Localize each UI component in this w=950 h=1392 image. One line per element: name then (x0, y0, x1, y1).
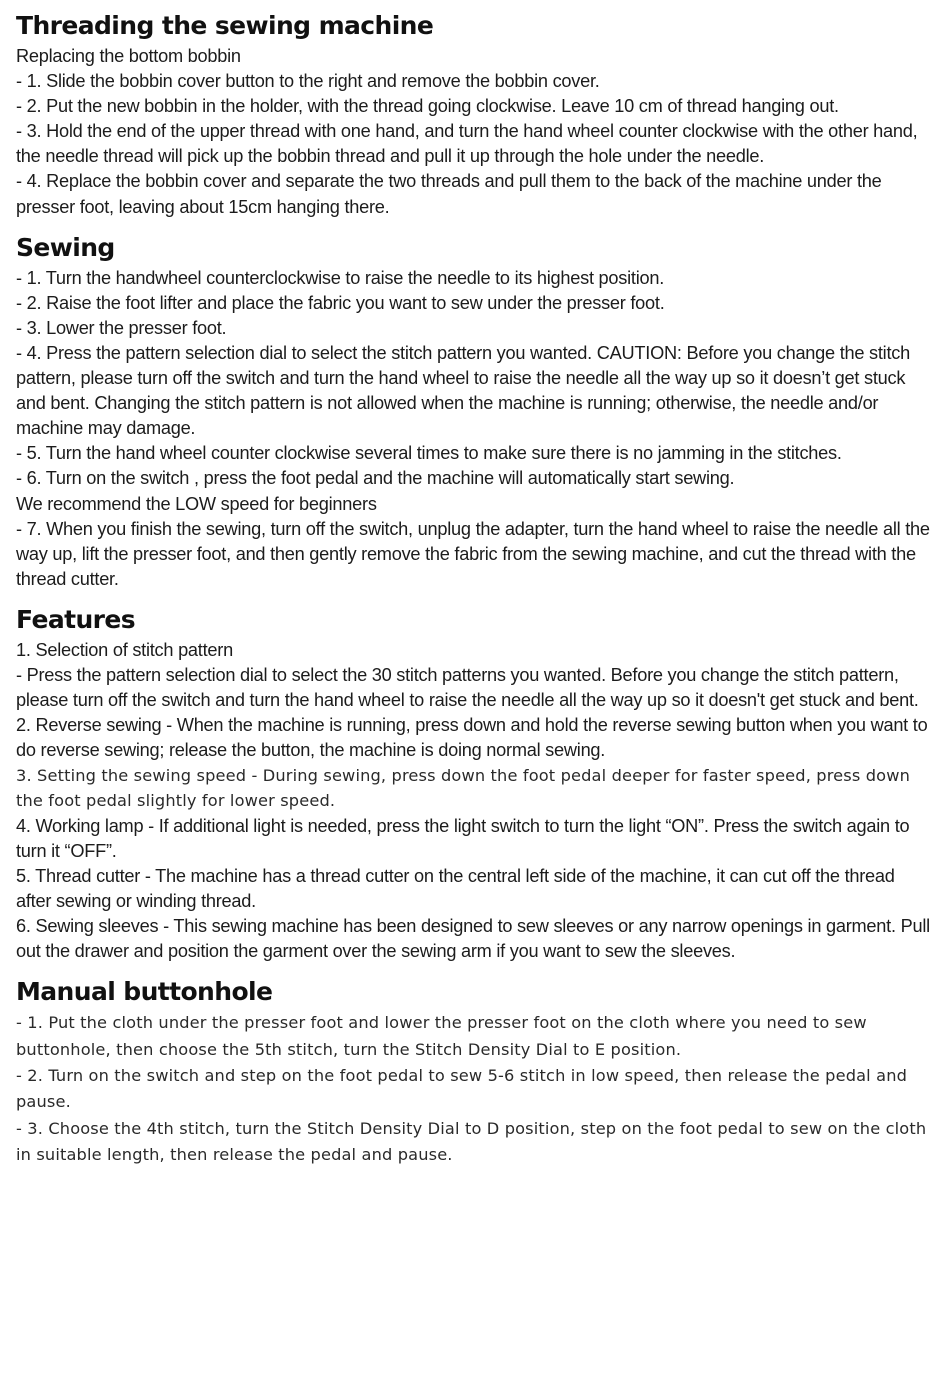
section-title-features: Features (16, 604, 136, 634)
threading-step-3: - 3. Hold the end of the upper thread with one hand, and turn the hand wheel counter clockwise with the other hand, the needle thread will pick up the bobbin thread and pull it up through the hole under the needle. (16, 121, 918, 167)
feature-stitch-pattern-heading: 1. Selection of stitch pattern (16, 639, 233, 660)
section-features (16, 602, 932, 964)
section-sewing (16, 230, 932, 592)
sewing-step-5: - 5. Turn the hand wheel counter clockwise several times to make sure there is no jamming in the stitches. (16, 443, 842, 464)
sewing-step-4: - 4. Press the pattern selection dial to select the stitch pattern you wanted. CAUTION: Before you change the stitch pattern, please turn off the switch and turn the hand wheel to raise the needle all the way up so it doesn’t get stuck and bent. Changing the stitch pattern is not allowed when the machine is running; otherwise, the needle and/or machine may damage. (16, 342, 910, 439)
section-title-buttonhole: Manual buttonhole (16, 977, 273, 1007)
feature-working-lamp: 4. Working lamp - If additional light is needed, press the light switch to turn the light “ON”. Press the switch again to turn it “OFF”. (16, 815, 910, 861)
document-page (16, 8, 932, 1169)
threading-step-2: - 2. Put the new bobbin in the holder, with the thread going clockwise. Leave 10 cm of thread hanging out. (16, 96, 839, 117)
feature-stitch-pattern-text: - Press the pattern selection dial to select the 30 stitch patterns you wanted. Before you change the stitch pattern, please turn off the switch and turn the hand wheel to raise the needle all the way up so it doesn't get stuck and bent. (16, 664, 919, 711)
buttonhole-step-3: - 3. Choose the 4th stitch, turn the Stitch Density Dial to D position, step on the foot pedal to sew on the cloth in suitable length, then release the pedal and pause. (16, 1118, 927, 1165)
feature-thread-cutter: 5. Thread cutter - The machine has a thread cutter on the central left side of the machine, it can cut off the thread after sewing or winding thread. (16, 865, 895, 911)
feature-reverse-sewing: 2. Reverse sewing - When the machine is running, press down and hold the reverse sewing button when you want to do reverse sewing; release the button, the machine is doing normal sewing. (16, 715, 928, 761)
feature-sewing-sleeves: 6. Sewing sleeves - This sewing machine has been designed to sew sleeves or any narrow openings in garment. Pull out the drawer and position the garment over the sewing arm if you want to sew the sleeves. (16, 915, 930, 961)
section-title-threading: Threading the sewing machine (16, 11, 434, 40)
threading-step-1: - 1. Slide the bobbin cover button to the right and remove the bobbin cover. (16, 71, 600, 92)
section-threading (16, 8, 932, 220)
sewing-step-2: - 2. Raise the foot lifter and place the fabric you want to sew under the presser foot. (16, 292, 665, 313)
subheading-replacing-bobbin: Replacing the bottom bobbin (16, 46, 241, 66)
sewing-step-7: - 7. When you finish the sewing, turn off the switch, unplug the adapter, turn the hand wheel to raise the needle all the way up, lift the presser foot, and then gently remove the fabric from the sewing machine, and cut the thread with the thread cutter. (16, 518, 930, 589)
sewing-step-6: - 6. Turn on the switch , press the foot pedal and the machine will automatically start sewing. (16, 468, 735, 489)
section-buttonhole (16, 974, 932, 1168)
buttonhole-step-2: - 2. Turn on the switch and step on the foot pedal to sew 5-6 stitch in low speed, then release the pedal and pause. (16, 1065, 908, 1112)
feature-sewing-speed: 3. Setting the sewing speed - During sewing, press down the foot pedal deeper for faster speed, press down the foot pedal slightly for lower speed. (16, 766, 911, 811)
threading-step-4: - 4. Replace the bobbin cover and separate the two threads and pull them to the back of the machine under the presser foot, leaving about 15cm hanging there. (16, 171, 882, 217)
buttonhole-step-1: - 1. Put the cloth under the presser foot and lower the presser foot on the cloth where you need to sew buttonhole, then choose the 5th stitch, turn the Stitch Density Dial to E position. (16, 1013, 867, 1059)
sewing-recommendation: We recommend the LOW speed for beginners (16, 493, 377, 514)
sewing-step-3: - 3. Lower the presser foot. (16, 317, 227, 338)
section-title-sewing: Sewing (16, 232, 115, 262)
sewing-step-1: - 1. Turn the handwheel counterclockwise to raise the needle to its highest position. (16, 267, 665, 288)
